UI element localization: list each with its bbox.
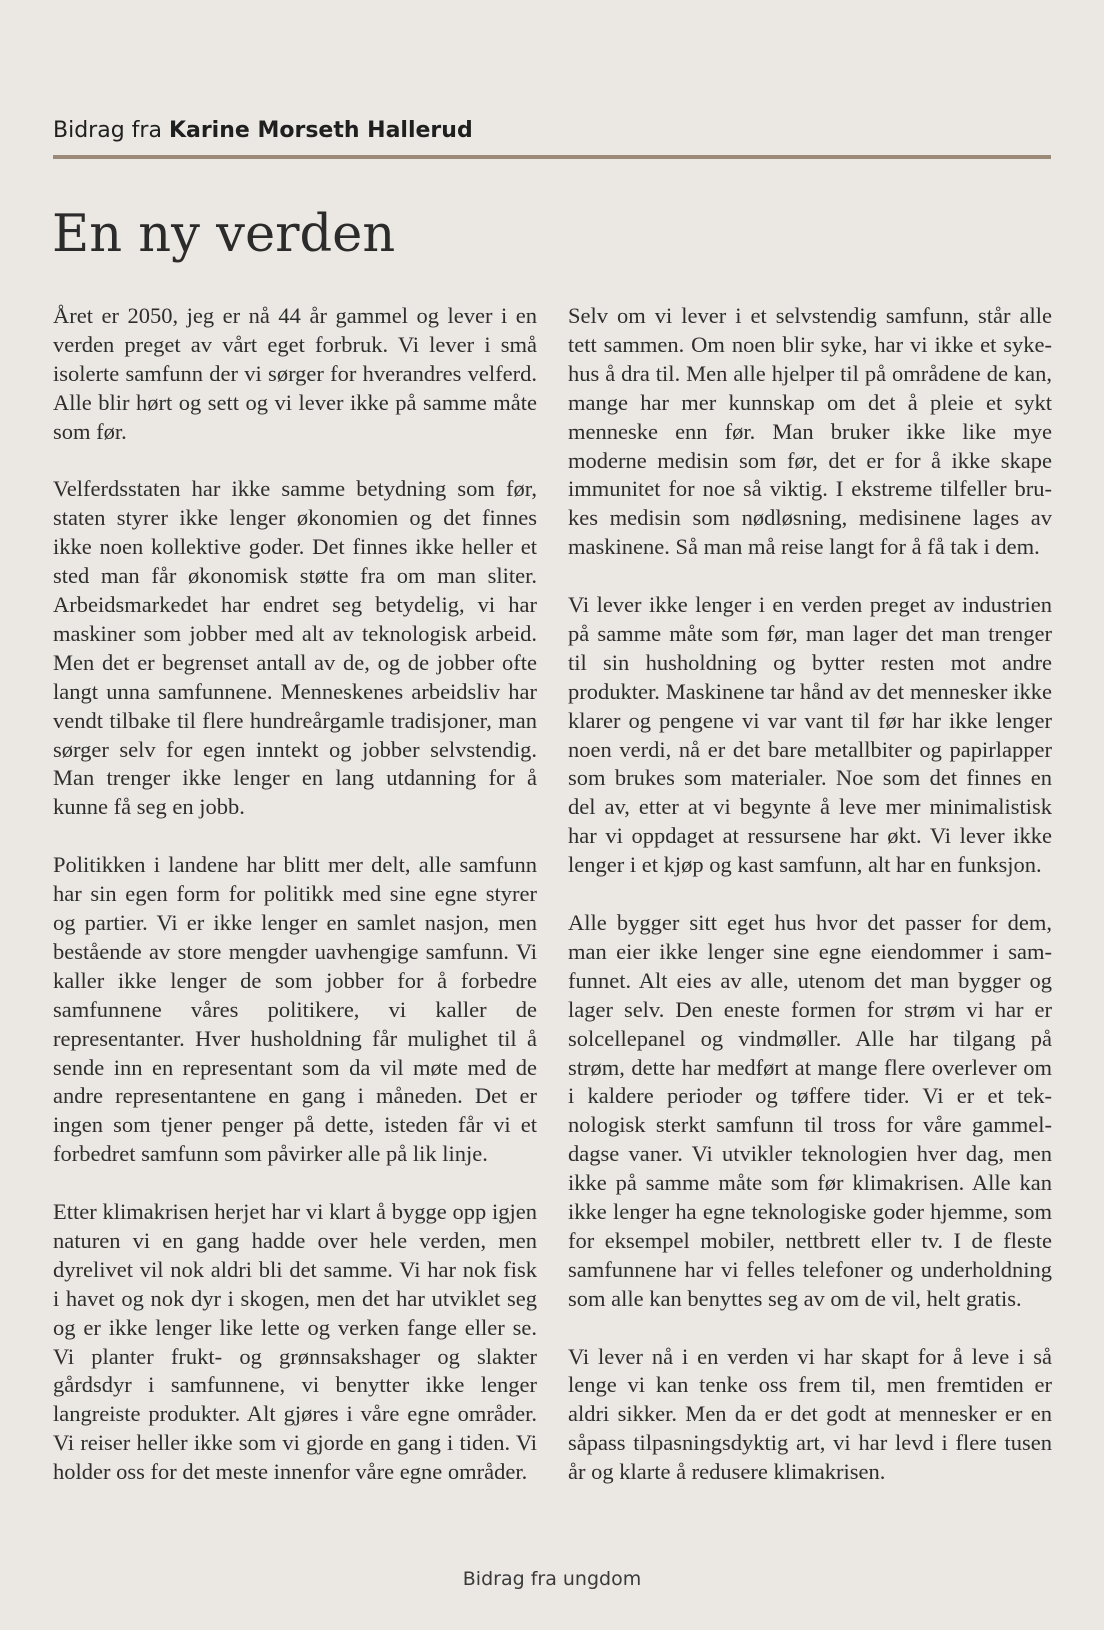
paragraph: Året er 2050, jeg er nå 44 år gammel og lever i en verden preget av vårt eget forbruk. Vi lever i små isolerte samfunn der vi sørger for hverandres velferd. Alle blir hørt og sett og vi lever ikke på samme måte som før. bbox=[53, 303, 537, 444]
article-column-left bbox=[53, 302, 537, 1487]
paragraph: Velferdsstaten har ikke samme betydning som før, staten styrer ikke lenger økonomien og det finnes ikke noen kollektive goder. Det finnes ikke heller et sted man får økonomisk støtte fra om man sliter. Arbeidsmarkedet har endret seg betydelig, vi har maskiner som jobber med alt av teknologisk arbeid. Men det er begrenset antall av de, og de jobber ofte langt unna samfunnene. Menneskenes arbeidsliv har vendt tilbake til flere hundreårgamle tradisjoner, man sørger selv for egen inntekt og jobber selvstendig. Man trenger ikke lenger en lang utdanning for å kunne få seg en jobb. bbox=[53, 476, 537, 820]
byline bbox=[53, 118, 473, 143]
paragraph: Vi lever ikke lenger i en verden preget av industrien på samme måte som før, man lager det man trenger til sin husholdning og bytter resten mot andre produkter. Maskinene tar hånd av det mennesker ikke klarer og pengene vi var vant til før har ikke lenger noen verdi, nå er det bare metallbiter og papirlapper som brukes som materialer. Noe som det finnes en del av, etter at vi begynte å leve mer minimalistisk har vi oppdaget at ressursene har økt. Vi lever ikke lenger i et kjøp og kast samfunn, alt har en funksjon. bbox=[568, 592, 1052, 878]
article-title: En ny verden bbox=[52, 205, 396, 264]
header-divider bbox=[53, 155, 1051, 159]
paragraph: Etter klimakrisen herjet har vi klart å bygge opp igjen naturen vi en gang hadde over hele verden, men dyrelivet vil nok aldri bli det samme. Vi har nok fisk i havet og nok dyr i skogen, men det har utviklet seg og er ikke lenger like lette og verken fange eller se. Vi planter frukt- og grønnsakshager og slakter gårdsdyr i samfunnene, vi benytter ikke lenger langreiste produkter. Alt gjøres i våre egne områder. Vi reiser heller ikke som vi gjorde en gang i tiden. Vi holder oss for det meste innenfor våre egne områder. bbox=[53, 1199, 537, 1485]
byline-author: Karine Morseth Hallerud bbox=[168, 118, 473, 143]
article-column-right bbox=[568, 302, 1052, 1487]
paragraph: Selv om vi lever i et selvstendig samfunn, står alle tett sammen. Om noen blir syke, har vi ikke et sykehus å dra til. Men alle hjelper til på områdene de kan, mange har mer kunnskap om det å pleie et sykt menneske enn før. Man bruker ikke like mye moderne medisin som før, det er for å ikke skape immunitet for noe så viktig. I ekstreme tilfeller brukes medisin som nødløsning, medisinene lages av maskinene. Så man må reise langt for å få tak i dem. bbox=[568, 303, 1052, 560]
paragraph: Politikken i landene har blitt mer delt, alle samfunn har sin egen form for politikk med sine egne styrer og partier. Vi er ikke lenger en samlet nasjon, men bestående av store mengder uavhengige samfunn. Vi kaller ikke lenger de som jobber for å forbedre samfunnene våres politikere, vi kaller de representanter. Hver husholdning får mulighet til å sende inn en representant som da vil møte med de andre representantene en gang i måneden. Det er ingen som tjener penger på dette, isteden får vi et forbedret samfunn som påvirker alle på lik linje. bbox=[53, 852, 537, 1167]
paragraph: Alle bygger sitt eget hus hvor det passer for dem, man eier ikke lenger sine egne eiendommer i samfunnet. Alt eies av alle, utenom det man bygger og lager selv. Den eneste formen for strøm vi har er solcellepanel og vindmøller. Alle har tilgang på strøm, dette har medført at mange flere overlever om i kaldere perioder og tøffere tider. Vi er et teknologisk sterkt samfunn til tross for våre gammeldagse vaner. Vi utvikler teknologien hver dag, men ikke på samme måte som før klimakrisen. Alle kan ikke lenger ha egne teknologiske goder hjemme, som for eksempel mobiler, nettbrett eller tv. I de fleste samfunnene har vi felles telefoner og underholdning som alle kan benyttes seg av om de vil, helt gratis. bbox=[568, 910, 1052, 1311]
byline-prefix: Bidrag fra bbox=[53, 118, 162, 143]
page-footer: Bidrag fra ungdom bbox=[462, 1568, 642, 1590]
paragraph: Vi lever nå i en verden vi har skapt for å leve i så lenge vi kan tenke oss frem til, men fremtiden er aldri sikker. Men da er det godt at mennesker er en såpass tilpasningsdyktig art, vi har levd i flere tusen år og klarte å redusere klimakrisen. bbox=[568, 1343, 1052, 1485]
